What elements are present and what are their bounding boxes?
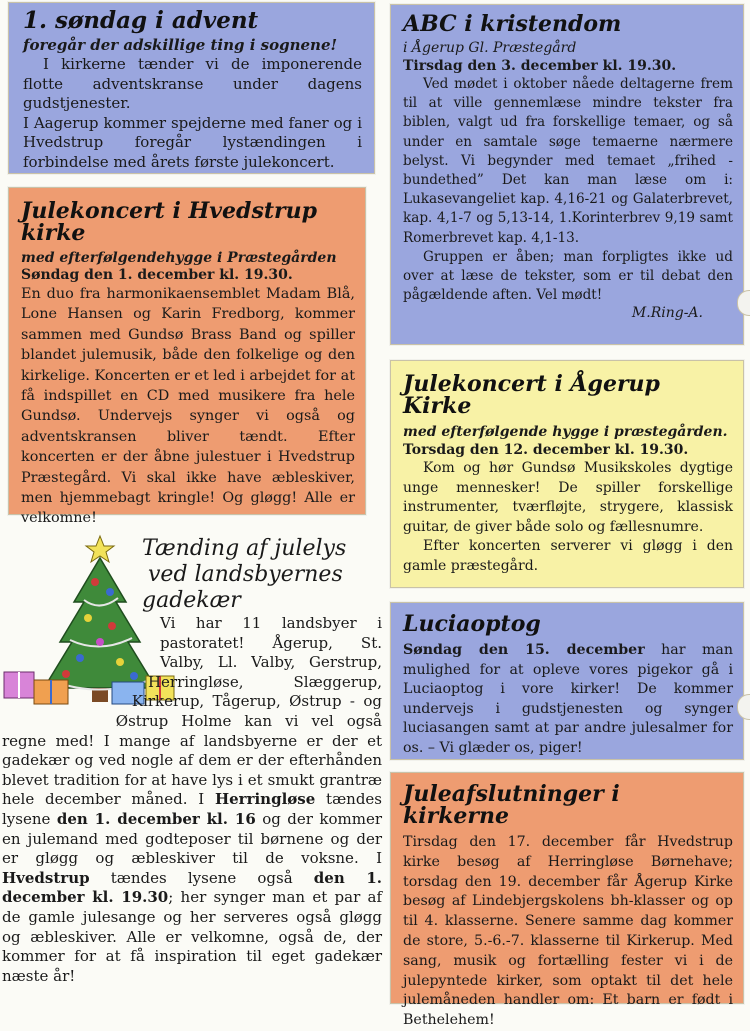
advent-subtitle: foregår der adskillige ting i sognene! — [23, 36, 338, 54]
gadekaer-title-line-3: gadekær — [142, 588, 241, 613]
agerup-concert-date: Torsdag den 12. december kl. 19.30. — [403, 442, 689, 458]
lucia-date: Søndag den 15. december — [403, 642, 645, 658]
gadekaer-date-1: den 1. december kl. 16 — [56, 809, 256, 828]
abc-date: Tirsdag den 3. december kl. 19.30. — [403, 58, 677, 74]
abc-paragraph-1: Ved mødet i oktober nåede deltagerne frem til at ville gennemlæse mindre tekster fra biblen, valgt ud fra forskellige temaer, og så under en samtale søge temaerne nærmere belyst. Vi begynder med temaet „frihed - bundethed” Det kan man læse om i: Lukasevangeliet kap. 4,16-21 og Galaterbrevet, kap. 4,1-7 og 5,13-14, 1.Korinterbrev 9,19 samt Romerbrevet kap. 4,1-13. — [403, 76, 733, 246]
hvedstrup-concert-title: Julekoncert i Hvedstrup kirke — [21, 198, 317, 246]
gadekaer-date-2: den 1. december kl. 19.30 — [2, 868, 382, 907]
abc-box — [390, 4, 744, 345]
gadekaer-herringlose: Herringløse — [214, 790, 316, 809]
lucia-body: har man mulighed for at opleve vores pigekor gå i Luciaoptog i vore kirker! De kommer undervejs i gudstjenesten og synger luciasangen samt at par andre julesalmer for os. – Vi glæder os, piger! — [403, 642, 733, 756]
agerup-concert-paragraph-2: Efter koncerten serverer vi gløgg i den gamle præstegård. — [403, 538, 733, 574]
abc-paragraph-2: Gruppen er åben; man forpligtes ikke ud over at læse de tekster, som er til debat den pågældende aften. Vel mødt! — [403, 248, 733, 304]
hvedstrup-concert-date: Søndag den 1. december kl. 19.30. — [21, 267, 293, 283]
abc-signature: M.Ring-A. — [631, 305, 703, 322]
gadekaer-body-end: ; her synger man et par af de gamle julesange og her serveres også gløgg og æbleskiver. Alle er velkomne, også de, der kommer for at få inspiration til eget gadekær næste år! — [2, 888, 382, 985]
agerup-concert-title: Julekoncert i Ågerup Kirke — [403, 371, 660, 419]
hvedstrup-concert-subtitle: med efterfølgendehygge i Præstegården — [21, 250, 337, 266]
agerup-concert-subtitle: med efterfølgende hygge i præstegården. — [403, 424, 728, 440]
abc-title: ABC i kristendom — [403, 11, 622, 37]
hvedstrup-concert-body: En duo fra harmonikaensemblet Madam Blå, Lone Hansen og Karin Fredborg, kommer sammen med Gundsø Brass Band og spiller blandet julemusik, både den folkelige og den kirkelige. Koncerten er et led i arbejdet for at få indspillet en CD med musikere fra hele Gundsø. Undervejs synger vi også og adventskransen bliver tændt. Efter koncerten er der åbne julestuer i Hvedstrup Præstegård. Vi skal ikke have æbleskiver, men hjemmebagt kringle! Og gløgg! Alle er velkomne! — [21, 286, 355, 527]
lucia-paragraph — [403, 641, 733, 759]
gadekaer-mid-3: tændes lysene også — [89, 868, 314, 887]
gadekaer-mid-2: og der kommer en julemand med godteposer til børnene og der er gløgg og æbleskiver til de voksne. I — [2, 809, 383, 868]
juleafslutninger-body: Tirsdag den 17. december får Hvedstrup kirke besøg af Herringløse Børnehave; torsdag den 19. december får Ågerup Kirke besøg af Lindebjergskolens bh-klasser og op til 4. klasserne. Senere samme dag kommer de store, 5.-6.-7. klasserne til Kirkerup. Med sang, musik og fortælling fester vi i de julepyntede kirker, som optakt til det hele julemåneden handler om: Et barn er født i Bethelehem! — [403, 834, 733, 1029]
advent-title: 1. søndag i advent — [23, 7, 259, 34]
gadekaer-body — [2, 614, 382, 986]
gadekaer-mid-1: tændes lysene — [2, 790, 383, 828]
gadekaer-title — [142, 536, 382, 614]
gadekaer-title-line-1: Tænding af julelys — [142, 536, 347, 561]
gadekaer-hvedstrup: Hvedstrup — [2, 868, 90, 887]
advent-box — [8, 2, 375, 174]
gadekaer-title-line-2: ved landsbyernes — [148, 562, 343, 587]
advent-paragraph-2: I Aagerup kommer spejderne med faner og i Hvedstrup foregår lystændingen i forbindelse med årets første julekoncert. — [23, 113, 362, 171]
agerup-concert-box — [390, 360, 744, 588]
lucia-box — [390, 602, 744, 760]
hvedstrup-concert-box — [8, 187, 366, 527]
lucia-title: Luciaoptog — [403, 611, 541, 637]
abc-subtitle: i Ågerup Gl. Præstegård — [403, 40, 577, 56]
advent-paragraph-1: I kirkerne tænder vi de imponerende flotte adventskranse under dagens gudstjenester. — [23, 55, 362, 112]
gadekaer-body-start: Vi har 11 landsbyer i pastoratet! Ågerup, St. Valby, Ll. Valby, Gerstrup, Herringløse, Slæggerup, Kirkerup, Tågerup, Østrup - og Østrup Holme kan vi vel også regne med! I mange af landsbyerne er der et gadekær og ved nogle af dem er der efterhånden blevet tradition for at have lys i et smukt grantræ hele december måned. I — [2, 614, 382, 809]
juleafslutninger-title: Juleafslutninger i kirkerne — [403, 781, 620, 829]
agerup-concert-paragraph-1: Kom og hør Gundsø Musikskoles dygtige unge mennesker! De spiller forskellige instrumenter, tværfløjte, strygere, klassisk guitar, de giver både solo og fællesnumre. — [403, 460, 733, 535]
juleafslutninger-box — [390, 772, 744, 1029]
